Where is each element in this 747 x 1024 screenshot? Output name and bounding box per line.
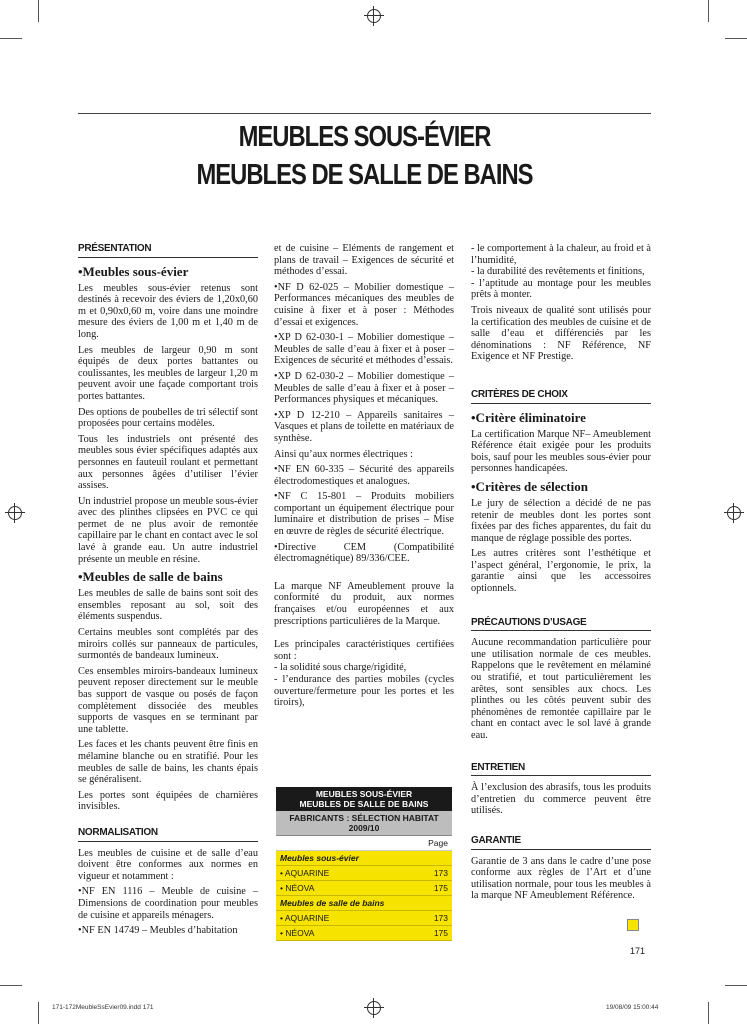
paragraph: •NF D 62-025 – Mobilier domestique – Performances mécaniques des meubles de cuisine à fixer et à poser : Méthodes d’essai et exigences. [274, 281, 454, 328]
paragraph: Trois niveaux de qualité sont utilisés pour la certification des meubles de cuisine et de salle d’eau et différenciés par les dénominations : NF Référence, NF Exigence et NF Prestige. [471, 304, 651, 363]
paragraph: Les autres critères sont l’esthétique et l’aspect général, l’ergonomie, le prix, la garantie ainsi que les accessoires optionnels. [471, 548, 651, 595]
category-row [276, 896, 452, 911]
paragraph: Les meubles de largeur 0,90 m sont équipés de deux portes battantes ou coulissantes, les meubles de largeur 1,20 m peuvent avoir une façade comportant trois portes battantes. [78, 344, 258, 402]
subheading-critere-eliminatoire: •Critère éliminatoire [471, 409, 586, 425]
section-heading-criteres: CRITÈRES DE CHOIX [471, 389, 651, 404]
manufacturer-name: • AQUARINE [280, 913, 330, 923]
paragraph: Les meubles de cuisine et de salle d’eau doivent être conformes aux normes en vigueur et notamment : [78, 847, 258, 882]
crop-mark [38, 1002, 39, 1024]
manufacturer-name: • NÉOVA [280, 883, 315, 893]
page-ref: 173 [433, 868, 448, 878]
page-ref: 175 [433, 883, 448, 893]
registration-mark-icon [367, 9, 381, 23]
paragraph: Les meubles sous-évier retenus sont destinés à recevoir des éviers de 1,20x0,60 m et 0,90x0,60 m, voire dans une moindre mesure des éviers de 1,00 m et 1,40 m de long. [78, 282, 258, 340]
paragraph: •XP D 62-030-2 – Mobilier domestique – Meubles de salle d’eau à fixer et à poser – Performances physiques et mécaniques. [274, 370, 454, 406]
table-row [276, 866, 452, 881]
paragraph: •Directive CEM (Compatibilité électromagnétique) 89/336/CEE. [274, 541, 454, 565]
paragraph: - la durabilité des revêtements et finitions, [471, 266, 645, 278]
section-heading-garantie: GARANTIE [471, 835, 651, 850]
title-line-1: MEUBLES SOUS-ÉVIER [238, 121, 491, 153]
category-row [276, 851, 452, 866]
paragraph: •XP D 12-210 – Appareils sanitaires – Vasques et plans de toilette en matériaux de synthèse. [274, 409, 454, 444]
page-column-header [276, 836, 452, 851]
registration-mark-icon [727, 506, 741, 520]
paragraph: Les faces et les chants peuvent être finis en mélamine blanche ou en stratifié. Pour les meubles de salle de bains, les chants épais se généralisent. [78, 739, 258, 786]
page-ref: 175 [433, 928, 448, 938]
paragraph: - la solidité sous charge/rigidité, [274, 662, 407, 674]
manufacturer-name: • NÉOVA [280, 928, 315, 938]
paragraph: Certains meubles sont complétés par des miroirs collés sur panneaux de particules, surmontés de bandeaux lumineux. [78, 627, 258, 662]
paragraph: et de cuisine – Eléments de rangement et plans de travail – Exigences de sécurité et méthodes d’essai. [274, 243, 454, 278]
category-label: Meubles de salle de bains [280, 898, 385, 908]
paragraph: À l’exclusion des abrasifs, tous les produits d’entretien du commerce peuvent être utilisés. [471, 782, 651, 817]
manufacturer-name: • AQUARINE [280, 868, 330, 878]
paragraph: Ces ensembles miroirs-bandeaux lumineux peuvent reposer directement sur le meuble bas support de vasque ou posés de façon complètement dissociée des meubles supports de vasques en se terminant par une tablette. [78, 665, 258, 735]
paragraph: La certification Marque NF– Ameublement Référence était exigée pour les produits bois, sauf pour les meubles sous-évier pour personnes handicapées. [471, 428, 651, 475]
category-label: Meubles sous-évier [280, 853, 359, 863]
paragraph: •NF EN 60-335 – Sécurité des appareils électrodomestiques et analogues. [274, 464, 454, 487]
fabricants-subheading: FABRICANTS : SÉLECTION HABITAT 2009/10 [276, 811, 452, 836]
paragraph: Aucune recommandation particulière pour une utilisation normale de ces meubles. Rappelons que le revêtement en mélaminé ou stratifié, et tout particulièrement les arêtes, sont sensibles aux chocs. Les plinthes ou les côtés peuvent subir des phénomènes de remontée capillaire par le chant en contact avec le sol lavé à grande eau. [471, 637, 651, 741]
section-heading-entretien: ENTRETIEN [471, 762, 651, 777]
paragraph: •NF EN 1116 – Meuble de cuisine – Dimensions de coordination pour meubles de cuisine et appareils ménagers. [78, 886, 258, 921]
paragraph: Les principales caractéristiques certifiées sont : [274, 639, 454, 662]
page-number: 171 [630, 946, 646, 956]
paragraph: Des options de poubelles de tri sélectif sont proposées pour certains modèles. [78, 406, 258, 430]
crop-mark [708, 0, 709, 22]
table-row [276, 881, 452, 896]
table-row [276, 926, 452, 941]
column-1 [78, 243, 258, 941]
section-heading-precautions: PRÉCAUTIONS D’USAGE [471, 617, 651, 632]
fabricants-table-body [276, 851, 452, 941]
fabricants-title-line-2: MEUBLES DE SALLE DE BAINS [299, 799, 429, 809]
title-top-rule [78, 113, 651, 114]
crop-mark [0, 985, 22, 986]
fabricants-table [276, 787, 452, 941]
footer-filename: 171-172MeubleSsEvier09.indd 171 [52, 1004, 154, 1011]
yellow-marker [627, 919, 639, 931]
subheading-meubles-salle-de-bains: •Meubles de salle de bains [78, 569, 223, 585]
section-heading-normalisation: NORMALISATION [78, 827, 258, 842]
paragraph: - l’aptitude au montage pour les meubles prêts à monter. [471, 277, 651, 301]
crop-mark [38, 0, 39, 22]
title-line-2: MEUBLES DE SALLE DE BAINS [196, 159, 533, 191]
page-ref: 173 [433, 913, 448, 923]
column-2 [274, 243, 454, 713]
fabricants-title-line-1: MEUBLES SOUS-ÉVIER [315, 789, 413, 799]
registration-mark-icon [367, 1001, 381, 1015]
crop-mark [725, 38, 747, 39]
registration-mark-icon [8, 506, 22, 520]
page-title [130, 118, 600, 194]
paragraph: Un industriel propose un meuble sous-évier avec des plinthes clipsées en PVC ce qui permet de ne plus avoir de remontée capillaire par le chant en contact avec le sol lavé à grande eau. Un autre industriel présente un meuble en résine. [78, 495, 258, 565]
paragraph: •NF EN 14749 – Meubles d’habitation [78, 925, 238, 937]
paragraph: Les portes sont équipées de charnières invisibles. [78, 789, 258, 813]
paragraph: - l’endurance des parties mobiles (cycles ouverture/fermeture pour les portes et les tiroirs), [274, 674, 454, 709]
subheading-meubles-sous-evier: •Meubles sous-évier [78, 263, 189, 279]
column-3 [471, 243, 651, 906]
paragraph: •NF C 15-801 – Produits mobiliers comportant un équipement électrique pour luminaire et distribution de prises – Mise en œuvre de règles de sécurité électrique. [274, 491, 454, 538]
paragraph: Les meubles de salle de bains sont soit des ensembles reposant au sol, soit des éléments suspendus. [78, 588, 258, 623]
paragraph: La marque NF Ameublement prouve la conformité du produit, aux normes françaises et/ou européennes et aux prescriptions particulières de la Marque. [274, 580, 454, 627]
crop-mark [708, 1002, 709, 1024]
paragraph: •XP D 62-030-1 – Mobilier domestique – Meubles de salle d’eau à fixer et à poser – Exigences de sécurité et méthodes d’essais. [274, 332, 454, 367]
crop-mark [0, 38, 22, 39]
footer-timestamp: 19/08/09 15:00:44 [606, 1004, 659, 1011]
paragraph: Le jury de sélection a décidé de ne pas retenir de meubles dont les portes sont fixées par des fiches apparentes, du fait du manque de réglage possible des portes. [471, 497, 651, 544]
crop-mark [725, 985, 747, 986]
table-row [276, 911, 452, 926]
paragraph: Ainsi qu’aux normes électriques : [274, 448, 413, 460]
subheading-criteres-selection: •Critères de sélection [471, 478, 588, 494]
section-heading-presentation: PRÉSENTATION [78, 243, 258, 258]
paragraph: Garantie de 3 ans dans le cadre d’une pose conforme aux règles de l’Art et d’une utilisation normale, pour tous les meubles à la marque NF Ameublement Référence. [471, 855, 651, 902]
page-label: Page [428, 838, 448, 848]
fabricants-table-title [276, 787, 452, 811]
paragraph: Tous les industriels ont présenté des meubles sous évier spécifiques adaptés aux personnes en fauteuil roulant et permettant aux personnes âgées d’utiliser l’évier assises. [78, 433, 258, 492]
paragraph: - le comportement à la chaleur, au froid et à l’humidité, [471, 243, 651, 266]
